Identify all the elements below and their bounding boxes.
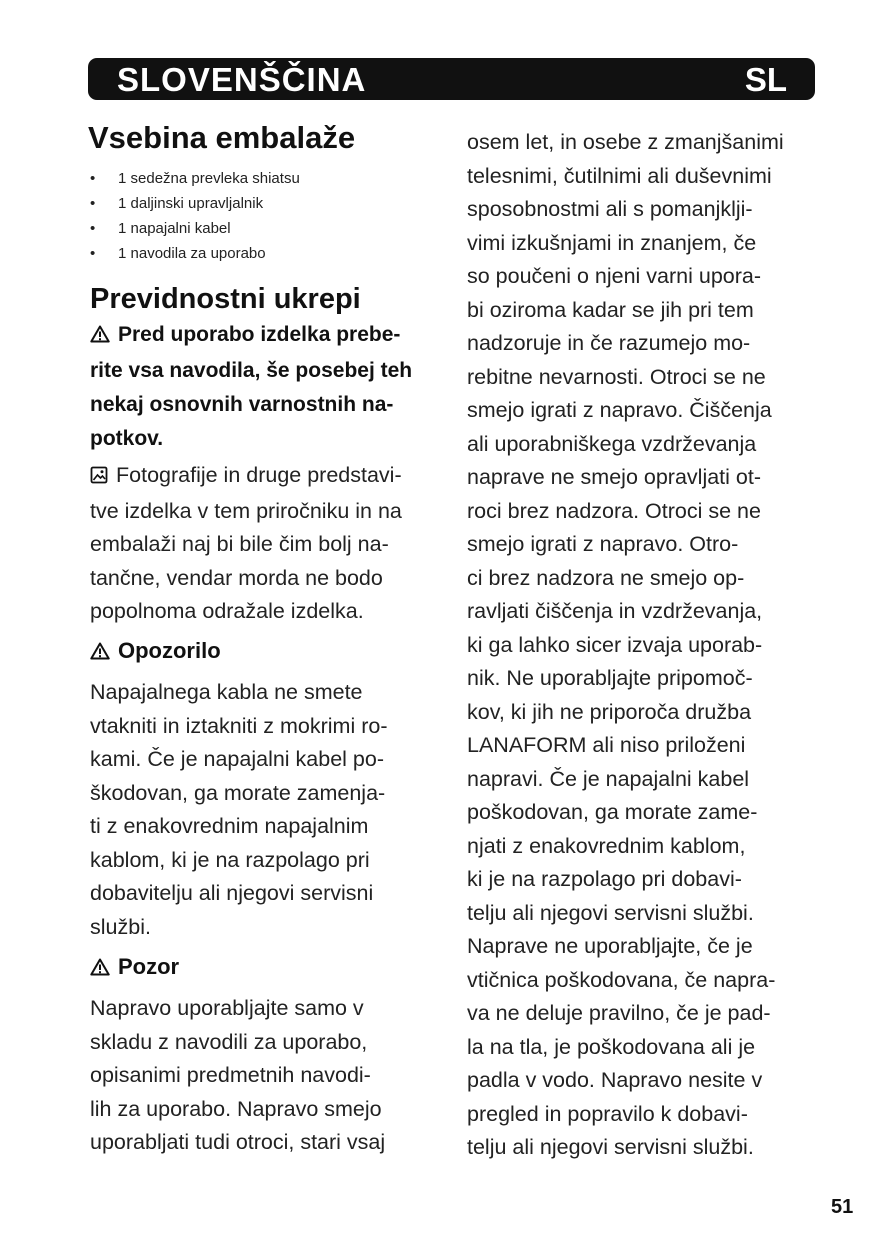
caution-paragraph-continued xyxy=(467,126,784,1165)
photo-line: popolnoma odražale izdelka. xyxy=(90,599,364,623)
caution-line: kov, ki jih ne priporoča družba xyxy=(467,699,752,724)
caution-line: skladu z navodili za uporabo, xyxy=(90,1029,368,1054)
list-item: • 1 daljinski upravljalnik xyxy=(88,191,300,216)
caution-line: ali uporabniškega vzdrževanja xyxy=(467,431,757,456)
photo-line: Fotografije in druge predstavi- xyxy=(116,463,402,487)
language-header-bar xyxy=(88,58,815,100)
caution-line: rebitne nevarnosti. Otroci se ne xyxy=(467,364,766,389)
intro-line: Pred uporabo izdelka prebe- xyxy=(118,323,401,346)
caution-line: ravljati čiščenja in vzdrževanja, xyxy=(467,599,763,623)
caution-heading xyxy=(90,952,179,984)
contents-title: Vsebina embalaže xyxy=(88,120,356,155)
contents-list xyxy=(88,166,300,266)
photo-line: tančne, vendar morda ne bodo xyxy=(90,565,383,590)
caution-paragraph xyxy=(90,992,385,1160)
warning-triangle-icon xyxy=(90,638,110,668)
caution-line: LANAFORM ali niso priloženi xyxy=(467,733,746,757)
page-number: 51 xyxy=(831,1196,854,1218)
caution-line: ki je na razpolago pri dobavi- xyxy=(467,867,742,891)
warning-line: ti z enakovrednim napajalnim xyxy=(90,814,369,838)
list-item: • 1 napajalni kabel xyxy=(88,216,300,241)
warning-paragraph xyxy=(90,676,387,944)
caution-line: ci brez nadzora ne smejo op- xyxy=(467,565,745,590)
caution-line: lih za uporabo. Napravo smejo xyxy=(90,1096,382,1121)
caution-line: smejo igrati z napravo. Otro- xyxy=(467,532,739,556)
warning-triangle-icon xyxy=(90,954,110,984)
intro-line: nekaj osnovnih varnostnih na- xyxy=(90,393,394,416)
caution-line: poškodovan, ga morate zame- xyxy=(467,800,758,824)
caution-line: telesnimi, čutilnimi ali duševnimi xyxy=(467,163,772,188)
warning-triangle-icon xyxy=(90,320,110,354)
warning-line: dobavitelju ali njegovi servisni xyxy=(90,881,374,905)
warning-line: službi. xyxy=(90,914,151,939)
caution-line: naprave ne smejo opravljati ot- xyxy=(467,465,761,489)
precautions-title: Previdnostni ukrepi xyxy=(90,283,361,315)
caution-line: vimi izkušnjami in znanjem, če xyxy=(467,230,757,255)
caution-line: vtičnica poškodovana, če napra- xyxy=(467,967,776,992)
photo-line: embalaži naj bi bile čim bolj na- xyxy=(90,532,389,556)
caution-line: nik. Ne uporabljajte pripomoč- xyxy=(467,666,753,690)
caution-line: Naprave ne uporabljajte, če je xyxy=(467,934,753,958)
caution-line: telju ali njegovi servisni službi. xyxy=(467,900,754,925)
language-label: SLOVENŠČINA xyxy=(117,61,367,98)
warning-heading xyxy=(90,636,221,668)
intro-line: potkov. xyxy=(90,427,164,450)
caution-line: so poučeni o njeni varni upora- xyxy=(467,264,762,288)
caution-line: padla v vodo. Napravo nesite v xyxy=(467,1068,763,1092)
image-icon xyxy=(90,461,108,495)
caution-title: Pozor xyxy=(118,954,180,979)
caution-line: telju ali njegovi servisni službi. xyxy=(467,1135,754,1159)
warning-line: kablom, ki je na razpolago pri xyxy=(90,847,370,872)
warning-title: Opozorilo xyxy=(118,638,221,663)
warning-line: Napajalnega kabla ne smete xyxy=(90,680,363,704)
list-item: • 1 navodila za uporabo xyxy=(88,241,300,266)
caution-line: la na tla, je poškodovana ali je xyxy=(467,1034,756,1059)
caution-line: smejo igrati z napravo. Čiščenja xyxy=(467,398,772,422)
caution-line: roci brez nadzora. Otroci se ne xyxy=(467,498,761,523)
caution-line: bi oziroma kadar se jih pri tem xyxy=(467,297,754,322)
intro-paragraph xyxy=(90,318,412,456)
caution-line: Napravo uporabljajte samo v xyxy=(90,996,364,1020)
caution-line: ki ga lahko sicer izvaja uporab- xyxy=(467,632,763,657)
caution-line: nadzoruje in če razumejo mo- xyxy=(467,331,751,355)
caution-line: napravi. Če je napajalni kabel xyxy=(467,766,750,791)
photo-disclaimer-paragraph xyxy=(90,459,402,629)
list-item: • 1 sedežna prevleka shiatsu xyxy=(88,166,300,191)
warning-line: kami. Če je napajalni kabel po- xyxy=(90,747,384,771)
caution-line: pregled in popravilo k dobavi- xyxy=(467,1101,748,1126)
photo-line: tve izdelka v tem priročniku in na xyxy=(90,498,402,523)
intro-line: rite vsa navodila, še posebej teh xyxy=(90,359,413,382)
caution-line: sposobnostmi ali s pomanjklji- xyxy=(467,197,753,221)
language-code: SL xyxy=(744,61,787,98)
caution-line: njati z enakovrednim kablom, xyxy=(467,833,746,858)
caution-line: uporabljati tudi otroci, stari vsaj xyxy=(90,1130,386,1154)
warning-line: vtakniti in iztakniti z mokrimi ro- xyxy=(90,713,388,738)
caution-line: osem let, in osebe z zmanjšanimi xyxy=(467,130,784,154)
warning-line: škodovan, ga morate zamenja- xyxy=(90,780,386,805)
caution-line: va ne deluje pravilno, če je pad- xyxy=(467,1001,771,1025)
caution-line: opisanimi predmetnih navodi- xyxy=(90,1063,371,1087)
